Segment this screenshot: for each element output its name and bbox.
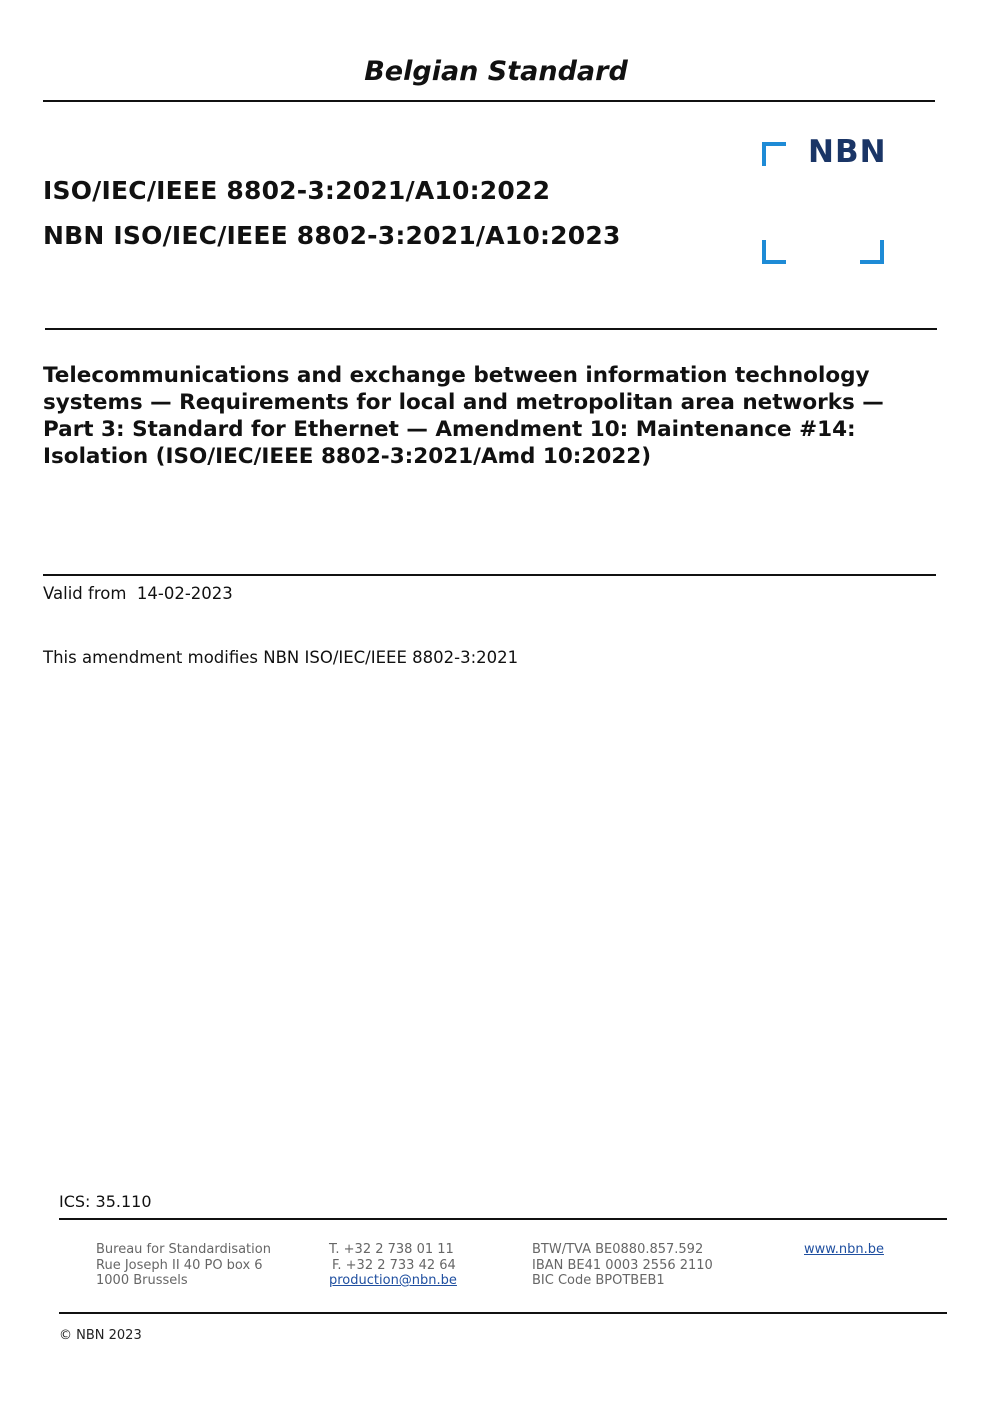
bic-code: BIC Code BPOTBEB1 <box>532 1273 665 1288</box>
logo-corner-top-left <box>762 142 786 166</box>
footer-organisation <box>96 1242 271 1289</box>
international-standard-reference: ISO/IEC/IEEE 8802-3:2021/A10:2022 <box>43 176 551 205</box>
footer-bank <box>532 1242 713 1289</box>
logo-text: NBN <box>808 134 887 170</box>
logo-corner-bottom-left <box>762 240 786 264</box>
logo-corner-bottom-right <box>860 240 884 264</box>
email-link[interactable]: production@nbn.be <box>329 1273 457 1288</box>
validity-label: Valid from <box>43 584 127 603</box>
org-city: 1000 Brussels <box>96 1273 188 1288</box>
national-standard-reference: NBN ISO/IEC/IEEE 8802-3:2021/A10:2023 <box>43 221 621 250</box>
vat-number: BTW/TVA BE0880.857.592 <box>532 1242 704 1257</box>
footer-contact <box>329 1242 457 1289</box>
org-street: Rue Joseph II 40 PO box 6 <box>96 1257 263 1273</box>
org-name: Bureau for Standardisation <box>96 1242 271 1257</box>
document-type-heading: Belgian Standard <box>364 56 628 87</box>
footer-web <box>804 1242 884 1258</box>
copyright-notice: © NBN 2023 <box>59 1328 142 1343</box>
footer-top-divider <box>59 1218 947 1220</box>
modification-note: This amendment modifies NBN ISO/IEC/IEEE 8802-3:2021 <box>43 648 519 667</box>
document-title: Telecommunications and exchange between information technology systems — Requirements for local and metropolitan area networks — Part 3: Standard for Ethernet — Amendment 10: Maintenance #14: Isolation (ISO/IEC/IEEE 8802-3:2021/Amd 10:2022) <box>43 363 884 469</box>
phone-number: T. +32 2 738 01 11 <box>329 1242 454 1257</box>
website-link[interactable]: www.nbn.be <box>804 1242 884 1257</box>
ics-code: ICS: 35.110 <box>59 1192 152 1211</box>
title-bottom-divider <box>43 574 936 576</box>
validity <box>43 584 233 603</box>
iban: IBAN BE41 0003 2556 2110 <box>532 1257 713 1273</box>
validity-date: 14-02-2023 <box>136 584 233 603</box>
title-top-divider <box>45 328 937 330</box>
footer-bottom-divider <box>59 1312 947 1314</box>
fax-number: F. +32 2 733 42 64 <box>332 1257 456 1273</box>
header-divider <box>43 100 935 102</box>
